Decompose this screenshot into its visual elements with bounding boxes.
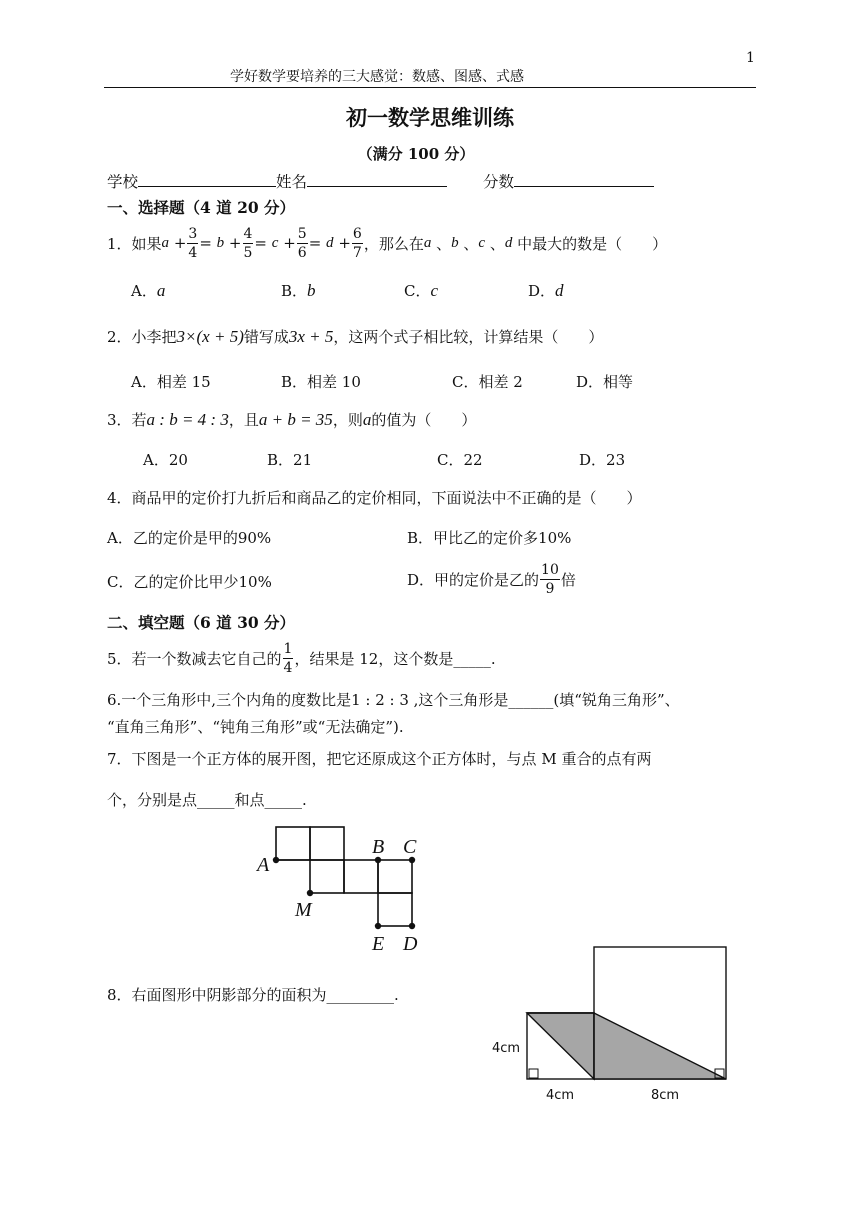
q1-prefix: 1．如果: [107, 234, 162, 253]
question-2: 2．小李把3×(x + 5)错写成3x + 5，这两个式子相比较，计算结果（ ）: [107, 327, 604, 346]
school-blank[interactable]: [138, 172, 276, 187]
point-a: [273, 857, 279, 863]
label-a: A: [257, 854, 270, 876]
point-d: [409, 923, 415, 929]
question-5: 5．若一个数减去它自己的 $\frac{1}{4}$ ，结果是 12，这个数是_____.: [107, 640, 496, 676]
question-1: 1．如果 a + $\frac{3}{4}$ = b + $\frac{4}{5}$ = c + $\frac{5}{6}$ = d + $\frac{6}{7}$ ，那么在 a 、 b 、 c 、 d 中最大的数是（ ）: [107, 225, 668, 261]
cube-net-figure: [248, 820, 438, 960]
name-blank[interactable]: [307, 172, 447, 187]
q1-var-a: a: [161, 234, 170, 251]
page-number: 1: [746, 50, 755, 66]
full-score: （满分 100 分）: [357, 145, 475, 163]
q1-option-b[interactable]: B．b: [281, 281, 316, 300]
q2-option-c[interactable]: C．相差 2: [452, 373, 523, 391]
section2-heading: 二、填空题（6 道 30 分）: [107, 613, 296, 632]
q1-option-a[interactable]: A．a: [131, 281, 166, 300]
net-square-3: [310, 860, 344, 893]
question-3: 3．若a : b = 4 : 3，且a + b = 35，则a的值为（ ）: [107, 410, 477, 429]
q4-option-c[interactable]: C．乙的定价比甲少10%: [107, 573, 272, 591]
q2-expr-2: 3x + 5: [288, 327, 334, 346]
q2-option-a[interactable]: A．相差 15: [131, 373, 211, 391]
q2-expr-1: 3×(x + 5): [176, 327, 244, 346]
label-width-4cm: 4cm: [546, 1088, 575, 1103]
q1-option-c[interactable]: C．c: [404, 281, 439, 300]
point-m: [307, 890, 313, 896]
label-height-4cm: 4cm: [492, 1041, 521, 1056]
net-square-4: [344, 860, 378, 893]
q4-frac-10-9: $\frac{10}{9}$: [541, 561, 559, 597]
q3-option-b[interactable]: B．21: [267, 451, 313, 469]
header-rule: [104, 87, 756, 88]
q1-frac-3-4: $\frac{3}{4}$: [188, 225, 198, 261]
q2-option-d[interactable]: D．相等: [576, 373, 634, 391]
q1-var-b: b: [216, 234, 225, 251]
question-6-line-2: “直角三角形”、“钝角三角形”或“无法确定”).: [107, 718, 404, 736]
shaded-area-figure: [488, 938, 740, 1108]
q4-option-a[interactable]: A．乙的定价是甲的90%: [107, 529, 272, 547]
q5-frac-1-4: $\frac{1}{4}$: [283, 640, 293, 676]
score-label: 分数: [483, 173, 515, 191]
label-d: D: [403, 933, 418, 955]
q4-option-b[interactable]: B．甲比乙的定价多10%: [407, 529, 572, 547]
label-b: B: [372, 836, 385, 858]
label-width-8cm: 8cm: [651, 1088, 680, 1103]
question-7-line-2: 个，分别是点_____和点_____.: [107, 791, 307, 809]
info-line: [107, 170, 654, 192]
q4-option-d[interactable]: D．甲的定价是乙的 $\frac{10}{9}$ 倍: [407, 561, 576, 597]
q2-option-b[interactable]: B．相差 10: [281, 373, 361, 391]
q3-expr-2: a + b = 35: [258, 410, 333, 429]
q1-frac-4-5: $\frac{4}{5}$: [243, 225, 253, 261]
label-e: E: [372, 933, 385, 955]
school-label: 学校: [107, 173, 139, 191]
q1-var-c: c: [271, 234, 279, 251]
section1-heading: 一、选择题（4 道 20 分）: [107, 198, 296, 217]
net-square-5: [378, 860, 412, 893]
score-blank[interactable]: [514, 172, 654, 187]
net-square-6: [378, 893, 412, 926]
question-6-line-1: 6.一个三角形中,三个内角的度数比是1 : 2 : 3 ,这个三角形是______(填“锐角三角形”、: [107, 691, 680, 709]
q1-frac-6-7: $\frac{6}{7}$: [352, 225, 362, 261]
net-square-2: [310, 827, 344, 860]
q1-option-d[interactable]: D．d: [528, 281, 564, 300]
q3-option-a[interactable]: A．20: [143, 451, 188, 469]
q1-frac-5-6: $\frac{5}{6}$: [297, 225, 307, 261]
label-m: M: [295, 899, 312, 921]
page-title: 初一数学思维训练: [346, 105, 514, 130]
net-square-1: [276, 827, 310, 860]
question-4: 4．商品甲的定价打九折后和商品乙的定价相同，下面说法中不正确的是（ ）: [107, 489, 642, 507]
header-motto: 学好数学要培养的三大感觉：数感、图感、式感: [230, 69, 524, 85]
label-c: C: [403, 836, 417, 858]
q1-var-d: d: [326, 234, 334, 251]
question-8: 8．右面图形中阴影部分的面积为_________.: [107, 986, 399, 1004]
q3-option-c[interactable]: C．22: [437, 451, 483, 469]
q3-option-d[interactable]: D．23: [579, 451, 626, 469]
shaded-triangle-right: [594, 1013, 726, 1079]
right-angle-mark-left: [529, 1069, 538, 1078]
question-7-line-1: 7．下图是一个正方体的展开图，把它还原成这个正方体时，与点 M 重合的点有两: [107, 750, 652, 768]
q3-expr-1: a : b = 4 : 3: [146, 410, 229, 429]
point-e: [375, 923, 381, 929]
name-label: 姓名: [276, 173, 308, 191]
